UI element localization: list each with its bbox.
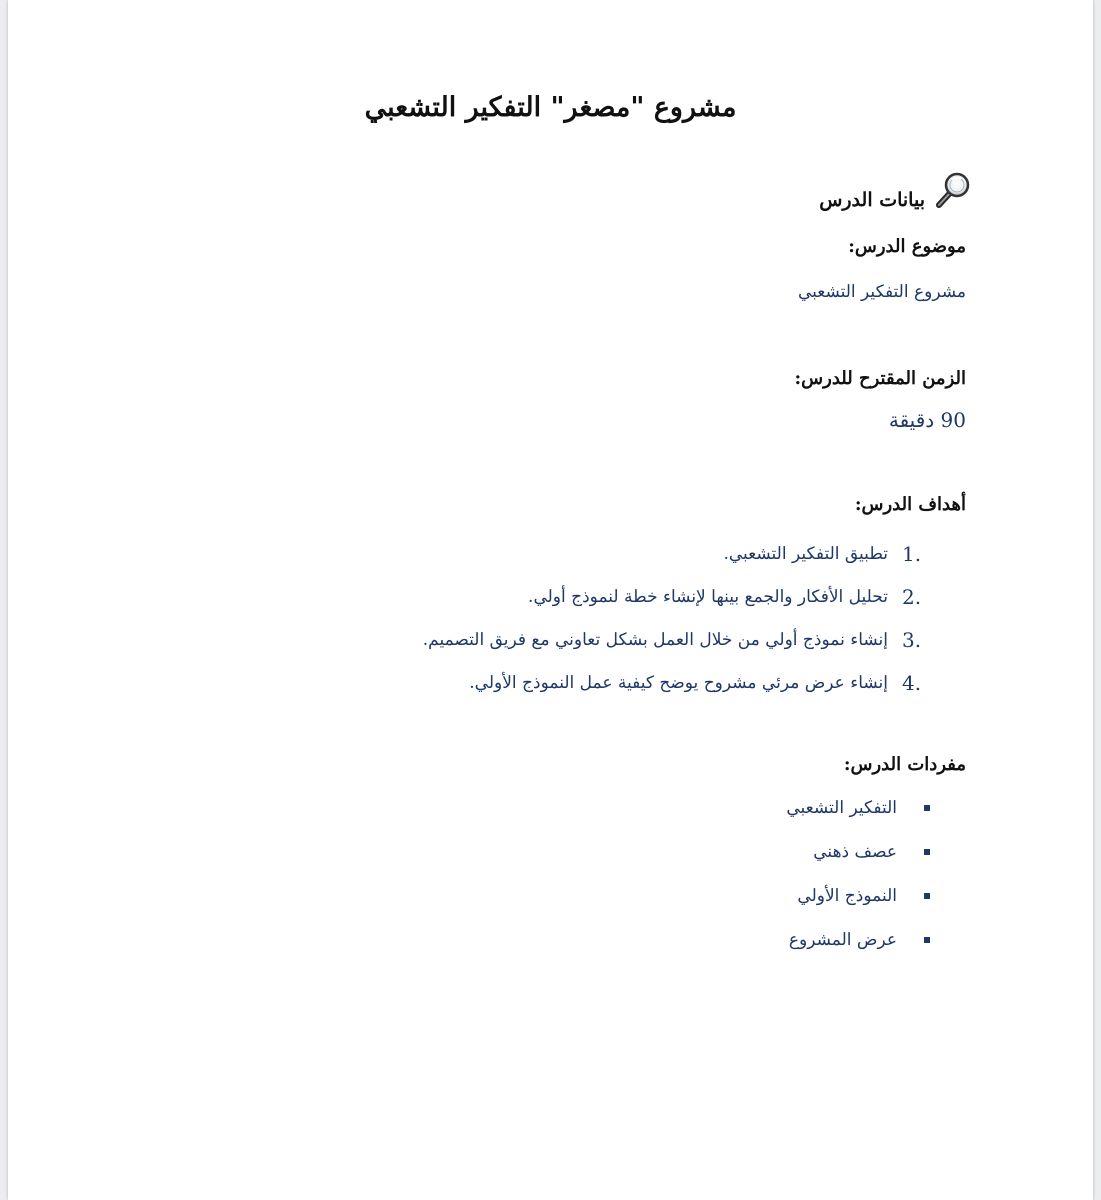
objective-item xyxy=(423,532,930,575)
objective-item xyxy=(423,618,930,661)
vocabulary-text: التفكير التشعبي xyxy=(786,798,897,818)
lesson-data-heading xyxy=(819,170,971,212)
square-bullet-icon xyxy=(924,849,930,855)
vocabulary-text: النموذج الأولي xyxy=(797,886,897,906)
document-title: مشروع "مصغر" التفكير التشعبي xyxy=(364,92,737,123)
objective-item xyxy=(423,661,930,704)
magnifier-icon xyxy=(931,170,971,212)
objectives-list xyxy=(423,532,930,704)
objective-number: 4. xyxy=(902,670,922,695)
objective-item xyxy=(423,575,930,618)
objective-text: تحليل الأفكار والجمع بينها لإنشاء خطة لنموذج أولي. xyxy=(528,586,888,607)
objective-text: إنشاء نموذج أولي من خلال العمل بشكل تعاوني مع فريق التصميم. xyxy=(422,629,888,650)
objective-number: 3. xyxy=(902,627,922,652)
document-content xyxy=(8,0,1093,1200)
time-label: الزمن المقترح للدرس: xyxy=(794,368,966,389)
vocabulary-item xyxy=(786,918,930,962)
document-page xyxy=(8,0,1093,1200)
vocabulary-text: عصف ذهني xyxy=(813,842,897,862)
topic-value: مشروع التفكير التشعبي xyxy=(797,282,966,302)
time-value: 90 دقيقة xyxy=(888,408,966,432)
objectives-label: أهداف الدرس: xyxy=(854,494,966,515)
lesson-data-heading-label: بيانات الدرس xyxy=(819,189,925,211)
objective-text: إنشاء عرض مرئي مشروح يوضح كيفية عمل النموذج الأولي. xyxy=(469,672,888,693)
square-bullet-icon xyxy=(924,893,930,899)
objective-text: تطبيق التفكير التشعبي. xyxy=(723,543,888,564)
vocabulary-label: مفردات الدرس: xyxy=(843,754,966,775)
square-bullet-icon xyxy=(924,805,930,811)
objective-number: 1. xyxy=(902,541,922,566)
square-bullet-icon xyxy=(924,937,930,943)
vocabulary-item xyxy=(786,874,930,918)
vocabulary-item xyxy=(786,786,930,830)
vocabulary-item xyxy=(786,830,930,874)
objective-number: 2. xyxy=(902,584,922,609)
vocabulary-list xyxy=(786,786,930,962)
topic-label: موضوع الدرس: xyxy=(848,236,966,257)
vocabulary-text: عرض المشروع xyxy=(788,930,897,950)
